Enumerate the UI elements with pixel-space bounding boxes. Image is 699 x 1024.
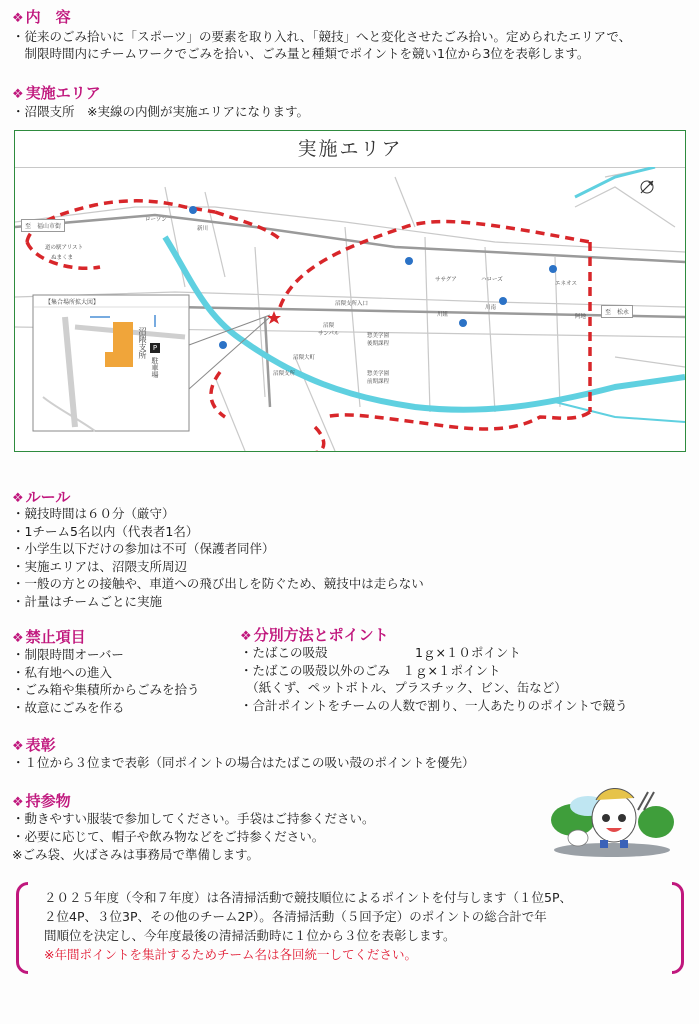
label-michinoeki2: ぬまくま [51,255,74,261]
label-gakuen3: 惣美学園 [367,371,390,377]
area-map [14,130,686,452]
label-shisho: 沼隈支所 [273,371,296,377]
points-item: ・たばこの吸殻 1ｇ×１０ポイント [240,645,521,660]
points-item: （紙くず、ペットボトル、プラスチック、ビン、缶など） [240,680,567,696]
award-heading: ❖ 表彰 [12,736,56,754]
label-fukuyama: 至 福山市街 [21,219,65,232]
map-drawing [15,167,685,451]
diamond-icon: ❖ [12,739,24,754]
area-heading: ❖ 実施エリア [12,84,101,102]
points-item: ・合計ポイントをチームの人数で割り、一人あたりのポイントで競う [240,697,628,713]
prohibited-item: ・ごみ箱や集積所からごみを拾う [12,682,200,698]
map-title: 実施エリア [15,131,685,168]
area-text: ・沼隈支所 ※実線の内側が実施エリアになります。 [12,104,309,119]
diamond-icon: ❖ [12,631,24,646]
belongings-heading: ❖ 持参物 [12,792,71,810]
note-line: 間順位を決定し、今年度最後の清掃活動時に１位から３位を表彰します。 [44,928,456,943]
prohibited-item: ・私有地への進入 [12,664,113,680]
label-matsunaga: 至 松永 [601,305,633,318]
label-numakuma: 沼隈 [323,323,335,329]
diamond-icon: ❖ [12,87,24,102]
note-line: ２０２５年度（令和７年度）は各清掃活動で競技順位によるポイントを付与します（１位5P、 [44,890,572,905]
content-heading: ❖ 内 容 [12,8,71,26]
inset-building: 沼隈支所 [138,327,147,359]
diamond-icon: ❖ [12,491,24,506]
label-iguchi: 沼隈支所入口 [335,301,369,307]
label-gakuen: 惣美学園 [367,333,390,339]
label-harbor: ハローズ [481,277,503,283]
rules-list [12,505,424,611]
rule-item: ・実施エリアは、沼隈支所周辺 [12,558,188,574]
label-gakuen2: 後期課程 [367,341,390,347]
label-bus1: 新川 [197,226,209,232]
inset-parking: 駐車場 [151,357,159,378]
annual-points-note [16,882,684,974]
award-text: ・１位から３位まで表彰（同ポイントの場合はたばこの吸い殻のポイントを優先） [12,755,475,770]
mascot-illustration [548,778,674,858]
rule-item: ・小学生以下だけの参加は不可（保護者同伴） [12,541,275,557]
belongings-item: ・動きやすい服装で参加してください。手袋はご持参ください。 [12,811,375,826]
note-text [44,888,674,964]
rule-item: ・1チーム5名以内（代表者1名） [12,523,199,539]
note-line: ２位4P、３位3P、その他のチーム2P）。各清掃活動（５回予定）のポイントの総合計で年 [44,909,547,924]
prohibited-item: ・故意にごみを作る [12,699,125,715]
content-line: 制限時間内にチームワークでごみを拾い、ごみ量と種類でポイントを競い1位から3位を表彰します。 [12,46,590,61]
belongings-item: ※ごみ袋、火ばさみは事務局で準備します。 [12,847,259,862]
rules-heading: ❖ ルール [12,488,71,506]
rule-item: ・競技時間は６０分（厳守） [12,506,175,521]
points-list [240,644,628,714]
prohibited-item: ・制限時間オーバー [12,647,124,662]
content-text [12,28,631,62]
prohibited-heading: ❖ 禁止項目 [12,628,86,646]
label-lawson: ローソン [145,217,167,223]
rule-item: ・一般の方との接触や、車道への飛び出しを防ぐため、競技中は走らない [12,576,424,592]
label-sasuga: ササグア [435,277,457,283]
label-kawaminami: 川南 [485,305,497,311]
label-bus2: 川組 [437,312,449,318]
points-item: ・たばこの吸殻以外のごみ １ｇ×１ポイント [240,662,501,678]
prohibited-list [12,646,200,716]
diamond-icon: ❖ [240,629,252,644]
parking-icon: P [150,343,160,353]
label-eneos: エネオス [555,281,577,287]
label-sunpal: サンパル [318,331,340,337]
label-gakuen4: 前期課程 [367,379,390,385]
meeting-point-star-icon [267,311,281,324]
inset-title: 【集合場所拡大図】 [45,299,100,306]
rule-item: ・計量はチームごとに実施 [12,593,163,609]
points-heading: ❖ 分別方法とポイント [240,626,389,644]
diamond-icon: ❖ [12,11,24,26]
label-bus3: 阿地 [575,314,587,320]
label-michinoeki: 道の駅アリスト [45,245,84,251]
note-warning: ※年間ポイントを集計するためチーム名は各回統一してください。 [44,947,417,962]
belongings-list [12,810,375,864]
diamond-icon: ❖ [12,795,24,810]
belongings-item: ・必要に応じて、帽子や飲み物などをご持参ください。 [12,829,325,844]
left-bracket [16,882,28,974]
label-daiko: 沼隈大町 [293,355,316,361]
content-line: ・従来のごみ拾いに「スポーツ」の要素を取り入れ、「競技」へと変化させたごみ拾い。定められたエリアで、 [12,29,632,44]
